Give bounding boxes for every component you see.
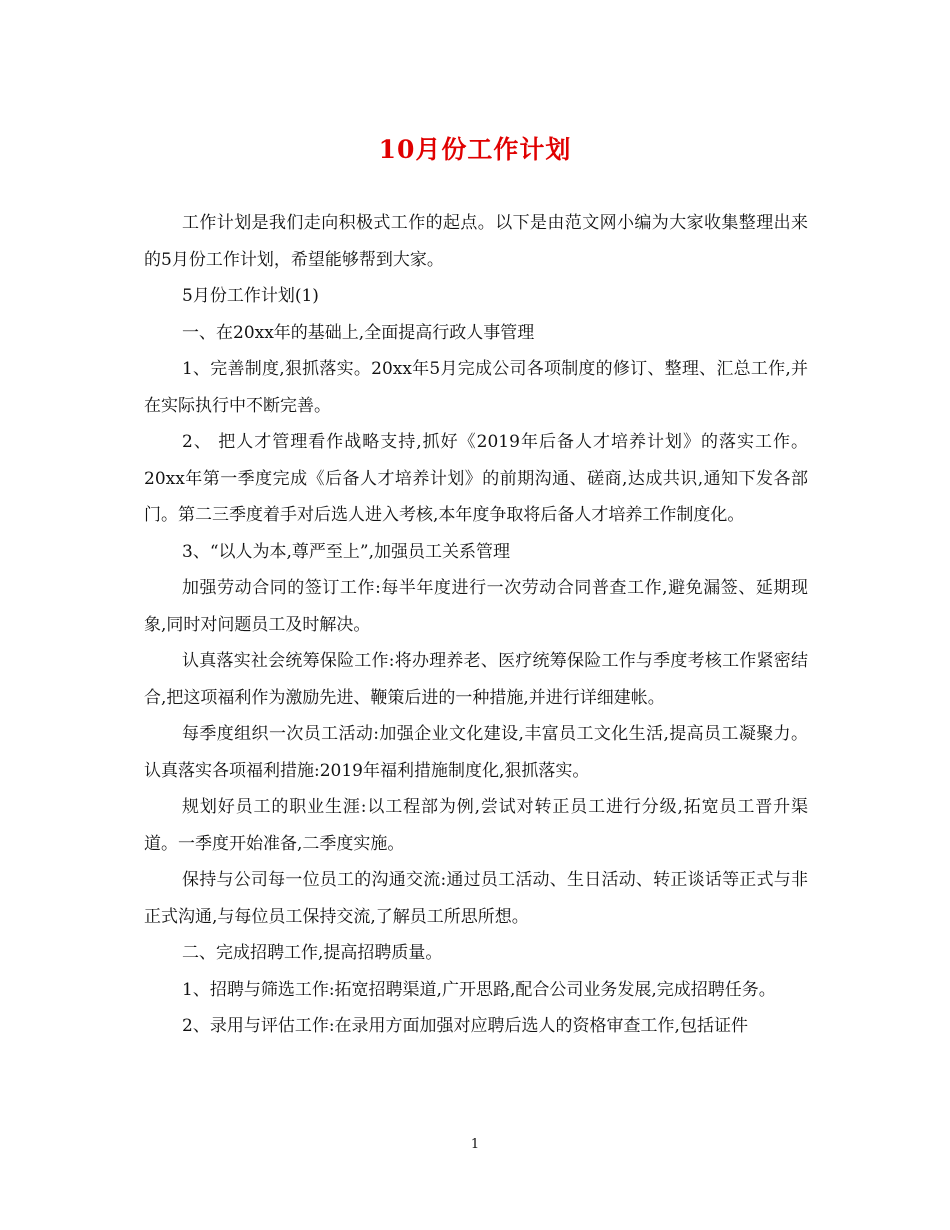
paragraph-intro: 工作计划是我们走向积极式工作的起点。以下是由范文网小编为大家收集整理出来的5月份工作计划，希望能够帮到大家。 bbox=[144, 213, 808, 270]
section-heading-1: 一、在20xx年的基础上,全面提高行政人事管理 bbox=[182, 322, 535, 343]
document-title: 10月份工作计划 bbox=[378, 135, 572, 164]
paragraph-evaluation: 2、录用与评估工作:在录用方面加强对应聘后选人的资格审查工作,包括证件 bbox=[182, 1016, 748, 1036]
paragraph-item-3: 3、“以人为本,尊严至上”,加强员工关系管理 bbox=[182, 541, 511, 562]
paragraph-social-insurance: 认真落实社会统筹保险工作:将办理养老、医疗统筹保险工作与季度考核工作紧密结合,把这项福利作为激励先进、鞭策后进的一种措施,并进行详细建帐。 bbox=[144, 651, 808, 708]
paragraph-communication: 保持与公司每一位员工的沟通交流:通过员工活动、生日活动、转正谈话等正式与非正式沟通,与每位员工保持交流,了解员工所思所想。 bbox=[144, 870, 808, 927]
paragraph-labor-contract: 加强劳动合同的签订工作:每半年度进行一次劳动合同普查工作,避免漏签、延期现象,同时对问题员工及时解决。 bbox=[144, 578, 808, 635]
paragraph-plan-heading: 5月份工作计划(1) bbox=[182, 286, 319, 306]
document-body bbox=[144, 205, 808, 1045]
section-heading-2: 二、完成招聘工作,提高招聘质量。 bbox=[182, 943, 443, 963]
paragraph-quarterly-activity: 每季度组织一次员工活动:加强企业文化建设,丰富员工文化生活,提高员工凝聚力。 认真落实各项福利措施:2019年福利措施制度化,狠抓落实。 bbox=[144, 724, 808, 781]
page-number: 1 bbox=[470, 1137, 480, 1152]
paragraph-recruitment: 1、招聘与筛选工作:拓宽招聘渠道,广开思路,配合公司业务发展,完成招聘任务。 bbox=[182, 979, 776, 1000]
paragraph-career-planning: 规划好员工的职业生涯:以工程部为例,尝试对转正员工进行分级,拓宽员工晋升渠道。一季度开始准备,二季度实施。 bbox=[144, 797, 808, 854]
paragraph-item-2: 2、 把人才管理看作战略支持,抓好《2019年后备人才培养计划》的落实工作。20xx年第一季度完成《后备人才培养计划》的前期沟通、磋商,达成共识,通知下发各部门。第二三季度着手对后选人进入考核,本年度争取将后备人才培养工作制度化。 bbox=[144, 432, 808, 525]
paragraph-item-1: 1、完善制度,狠抓落实。20xx年5月完成公司各项制度的修订、整理、汇总工作,并在实际执行中不断完善。 bbox=[144, 359, 808, 416]
